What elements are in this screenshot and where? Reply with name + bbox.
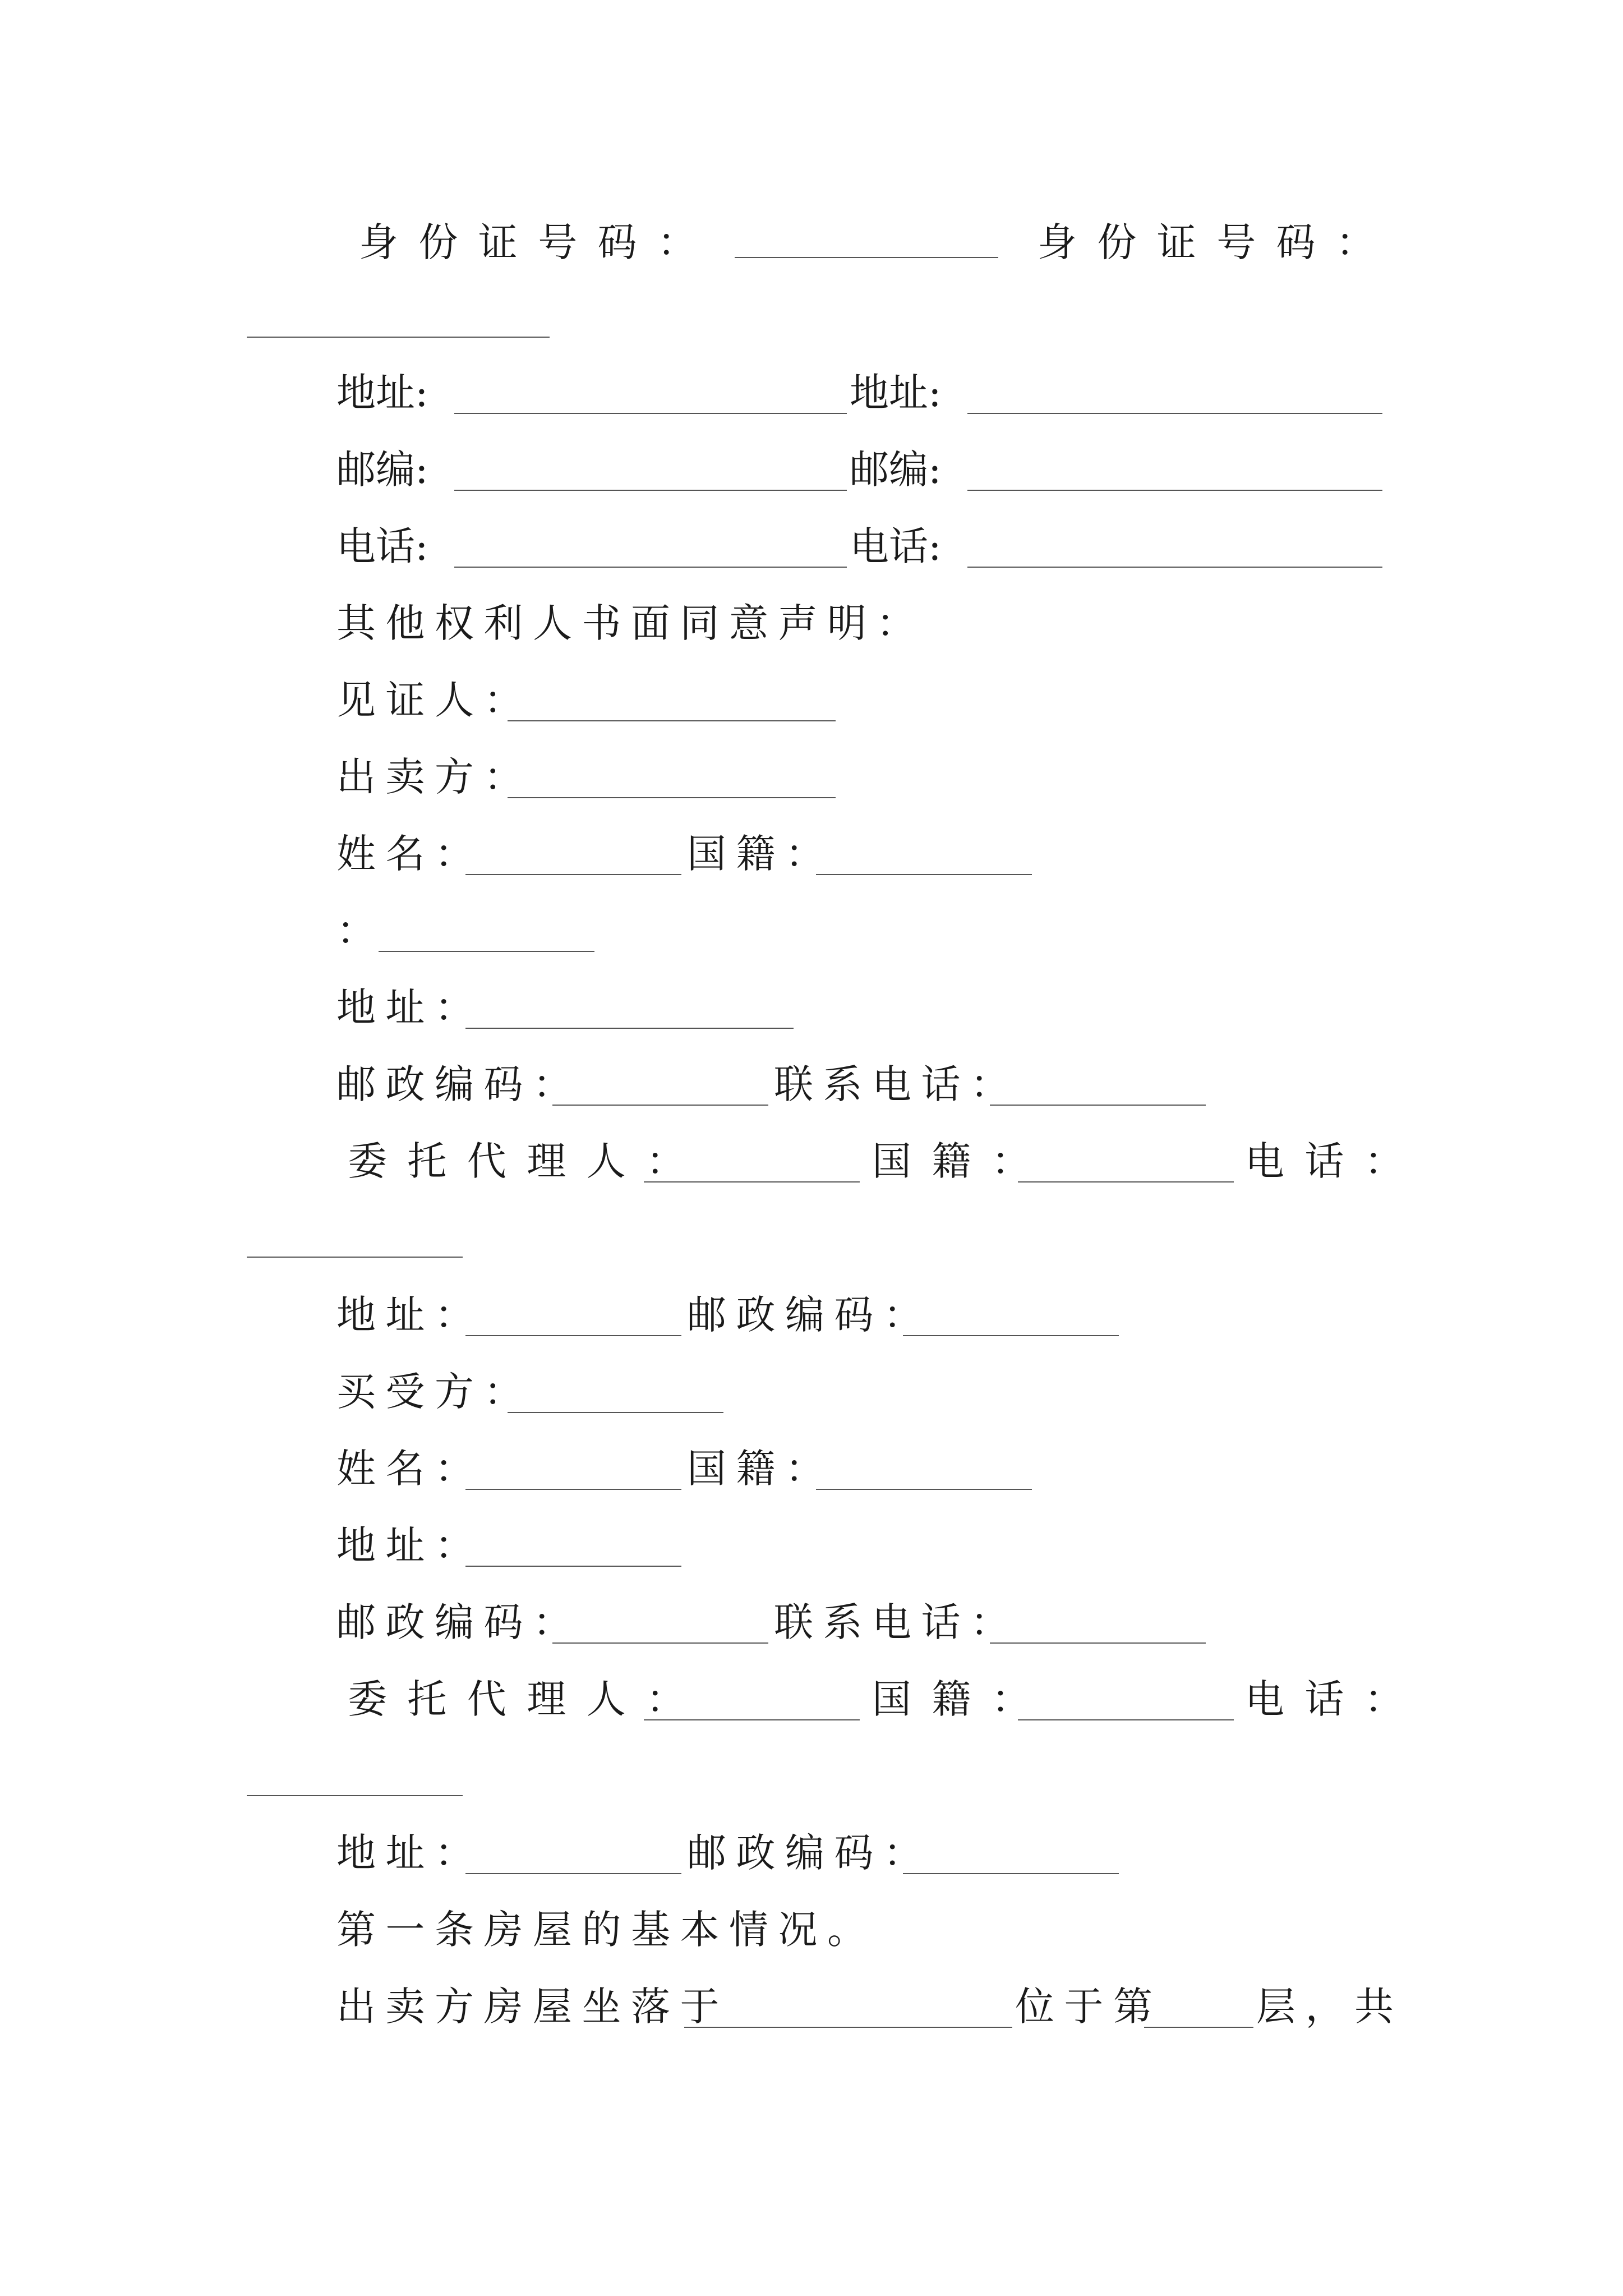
phone-left-blank[interactable] xyxy=(454,567,847,568)
seller-name-blank[interactable] xyxy=(465,874,681,875)
house-floor-blank[interactable] xyxy=(1144,2027,1253,2028)
buyer-agent-phone-row xyxy=(1245,1677,1424,1722)
phone-row-right xyxy=(850,524,942,569)
buyer-agent-postal-row xyxy=(687,1830,933,1875)
seller-agent-address-label: 地址： xyxy=(336,1292,484,1338)
seller-agent-nationality-blank[interactable] xyxy=(1018,1181,1234,1182)
phone-right-blank[interactable] xyxy=(967,567,1382,568)
buyer-contact-row xyxy=(774,1600,1020,1645)
id-number-left-blank[interactable] xyxy=(735,257,998,258)
house-floor-row xyxy=(1015,1984,1163,2029)
id-number-row-right xyxy=(1038,220,1395,265)
id-label-left: 身份证号码： xyxy=(359,219,717,265)
colon-blank[interactable] xyxy=(379,951,594,952)
seller-blank[interactable] xyxy=(508,797,836,798)
address-label-right: 地址: xyxy=(850,370,942,416)
buyer-agent-postal-label: 邮政编码： xyxy=(687,1830,933,1876)
buyer-address-row xyxy=(336,1523,484,1568)
postcode-row-right xyxy=(850,447,942,492)
buyer-address-label: 地址： xyxy=(336,1522,484,1568)
id-number-right-blank[interactable] xyxy=(247,337,550,338)
seller-agent-row xyxy=(348,1139,706,1184)
buyer-agent-nationality-label: 国籍： xyxy=(872,1676,1052,1722)
seller-address-label: 地址： xyxy=(336,984,484,1030)
buyer-nationality-row xyxy=(687,1446,834,1491)
buyer-name-row xyxy=(336,1446,484,1491)
buyer-agent-nationality-blank[interactable] xyxy=(1018,1719,1234,1720)
seller-agent-label: 委托代理人： xyxy=(348,1138,706,1184)
seller-agent-postal-row xyxy=(687,1292,933,1337)
seller-name-row xyxy=(336,831,484,876)
buyer-label: 买受方： xyxy=(336,1369,533,1415)
seller-name-label: 姓名： xyxy=(336,831,484,877)
house-located-label: 出卖方房屋坐落于 xyxy=(336,1984,729,2030)
buyer-agent-phone-blank[interactable] xyxy=(247,1795,463,1796)
buyer-agent-postal-blank[interactable] xyxy=(903,1873,1119,1874)
buyer-agent-nationality-row xyxy=(872,1677,1051,1722)
seller-postal-label: 邮政编码： xyxy=(336,1061,582,1107)
seller-contact-blank[interactable] xyxy=(990,1105,1206,1106)
seller-agent-postal-blank[interactable] xyxy=(903,1335,1119,1336)
buyer-agent-row xyxy=(348,1677,706,1722)
buyer-name-blank[interactable] xyxy=(465,1489,681,1490)
seller-agent-nationality-label: 国籍： xyxy=(872,1138,1052,1184)
article-one-heading xyxy=(336,1907,877,1952)
buyer-nationality-blank[interactable] xyxy=(816,1489,1032,1490)
address-left-blank[interactable] xyxy=(454,413,847,414)
address-label-left: 地址: xyxy=(336,370,428,416)
seller-agent-phone-blank[interactable] xyxy=(247,1257,463,1258)
seller-agent-address-blank[interactable] xyxy=(465,1335,681,1336)
buyer-blank[interactable] xyxy=(508,1412,723,1413)
seller-agent-phone-label: 电话： xyxy=(1245,1138,1424,1184)
buyer-agent-address-label: 地址： xyxy=(336,1830,484,1876)
witness-label: 见证人： xyxy=(336,677,533,723)
house-total-label: 层，共 xyxy=(1256,1984,1404,2030)
seller-postal-row xyxy=(336,1062,582,1107)
phone-label-right: 电话: xyxy=(850,523,942,569)
buyer-agent-phone-label: 电话： xyxy=(1245,1676,1424,1722)
colon-row xyxy=(336,908,376,953)
seller-agent-postal-label: 邮政编码： xyxy=(687,1292,933,1338)
seller-postal-blank[interactable] xyxy=(552,1105,768,1106)
postcode-row xyxy=(336,447,428,492)
seller-nationality-label: 国籍： xyxy=(687,831,834,877)
other-rights-statement xyxy=(336,601,925,646)
phone-label-left: 电话: xyxy=(336,523,428,569)
postcode-right-blank[interactable] xyxy=(967,490,1382,491)
seller-address-blank[interactable] xyxy=(465,1028,794,1029)
buyer-postal-label: 邮政编码： xyxy=(336,1599,582,1645)
seller-agent-nationality-row xyxy=(872,1139,1051,1184)
postcode-label-right: 邮编: xyxy=(850,447,942,493)
seller-agent-address-row xyxy=(336,1292,484,1337)
id-label-right: 身份证号码： xyxy=(1038,219,1396,265)
postcode-label-left: 邮编: xyxy=(336,447,428,493)
buyer-postal-row xyxy=(336,1600,582,1645)
witness-blank[interactable] xyxy=(508,720,836,721)
buyer-contact-blank[interactable] xyxy=(990,1642,1206,1644)
buyer-row xyxy=(336,1369,533,1414)
buyer-contact-label: 联系电话： xyxy=(774,1599,1020,1645)
other-rights-statement-text: 其他权利人书面同意声明： xyxy=(336,600,925,646)
seller-address-row xyxy=(336,985,484,1030)
buyer-agent-address-blank[interactable] xyxy=(465,1873,681,1874)
address-row-right xyxy=(850,370,942,415)
phone-row xyxy=(336,524,428,569)
seller-contact-label: 联系电话： xyxy=(774,1061,1020,1107)
witness-row xyxy=(336,678,533,723)
house-total-row xyxy=(1256,1984,1404,2029)
seller-label: 出卖方： xyxy=(336,754,533,800)
house-location-row xyxy=(336,1984,729,2029)
seller-agent-blank[interactable] xyxy=(644,1181,860,1182)
seller-nationality-blank[interactable] xyxy=(816,874,1032,875)
buyer-agent-blank[interactable] xyxy=(644,1719,860,1720)
seller-row xyxy=(336,754,533,799)
buyer-agent-label: 委托代理人： xyxy=(348,1676,706,1722)
postcode-left-blank[interactable] xyxy=(454,490,847,491)
address-row xyxy=(336,370,428,415)
buyer-postal-blank[interactable] xyxy=(552,1642,768,1644)
seller-contact-row xyxy=(774,1062,1020,1107)
id-number-row xyxy=(359,220,717,265)
buyer-address-blank[interactable] xyxy=(465,1566,681,1567)
house-floor-label: 位于第 xyxy=(1015,1984,1163,2030)
address-right-blank[interactable] xyxy=(967,413,1382,414)
house-location-blank[interactable] xyxy=(684,2027,1012,2028)
seller-agent-phone-row xyxy=(1245,1139,1424,1184)
buyer-agent-address-row xyxy=(336,1830,484,1875)
buyer-name-label: 姓名： xyxy=(336,1446,484,1492)
buyer-nationality-label: 国籍： xyxy=(687,1446,834,1492)
colon-label: ： xyxy=(336,908,376,954)
article-one-text: 第一条房屋的基本情况。 xyxy=(336,1907,877,1953)
seller-nationality-row xyxy=(687,831,834,876)
